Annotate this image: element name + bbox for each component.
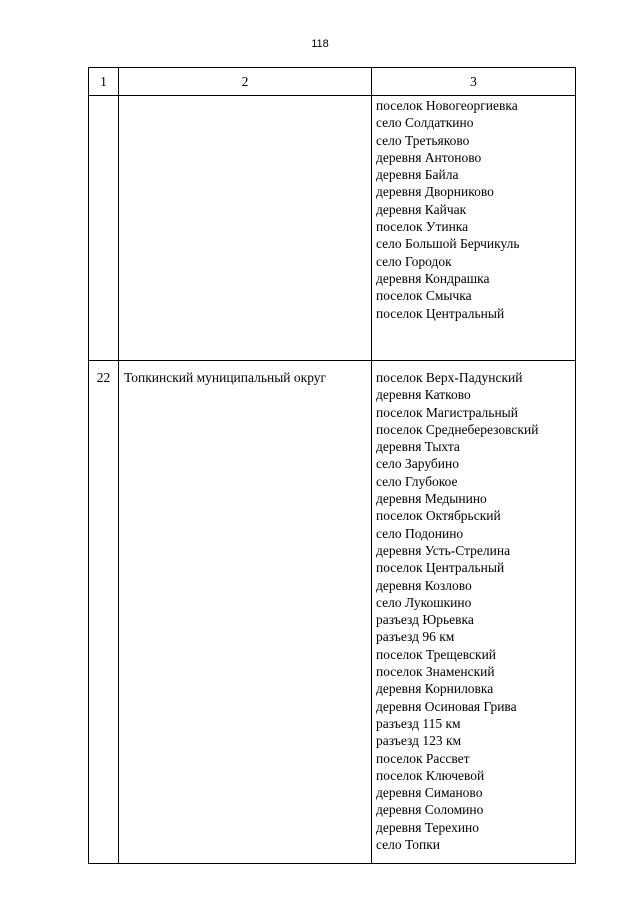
settlement-entry: село Городок	[376, 253, 452, 269]
settlement-entry: деревня Байла	[376, 167, 459, 183]
settlement-entry: село Глубокое	[376, 473, 458, 489]
settlement-entry: деревня Кондрашка	[376, 270, 490, 286]
settlement-entry: разъезд 96 км	[376, 629, 455, 645]
settlement-entry: деревня Усть-Стрелина	[376, 542, 511, 558]
district-name: Топкинский муниципальный округ	[119, 361, 372, 864]
settlement-entry: село Третьяково	[376, 132, 470, 148]
settlement-entry: поселок Центральный	[376, 560, 505, 576]
column-header-1: 1	[89, 68, 119, 96]
table-header-row	[89, 68, 576, 96]
settlement-entry: поселок Трещевский	[376, 646, 497, 662]
settlement-entry: поселок Утинка	[376, 219, 469, 235]
settlements-list	[372, 361, 576, 864]
settlement-entry: поселок Ключевой	[376, 767, 485, 783]
settlement-entry: поселок Среднеберезовский	[376, 421, 539, 437]
settlement-entry: поселок Центральный	[376, 305, 505, 321]
table-row	[89, 96, 576, 361]
settlement-entry: поселок Рассвет	[376, 750, 470, 766]
settlement-entry: деревня Терехино	[376, 819, 480, 835]
column-header-3: 3	[372, 68, 576, 96]
settlements-table	[88, 67, 576, 864]
settlement-entry: деревня Дворниково	[376, 184, 494, 200]
settlement-entry: поселок Смычка	[376, 288, 472, 304]
settlement-entry: деревня Осиновая Грива	[376, 698, 517, 714]
settlement-entry: разъезд 115 км	[376, 715, 461, 731]
settlement-entry: село Зарубино	[376, 456, 459, 472]
settlement-entry: село Подонино	[376, 525, 464, 541]
settlement-entry: село Лукошкино	[376, 594, 472, 610]
settlement-entry: село Большой Берчикуль	[376, 236, 520, 252]
settlement-entry: деревня Медынино	[376, 491, 487, 507]
settlement-entry: поселок Октябрьский	[376, 508, 501, 524]
settlement-entry: поселок Знаменский	[376, 664, 495, 680]
column-header-2: 2	[119, 68, 372, 96]
settlement-entry: деревня Катково	[376, 387, 471, 403]
settlement-entry: деревня Кайчак	[376, 201, 467, 217]
settlement-entry: деревня Антоново	[376, 149, 482, 165]
settlement-entry: деревня Козлово	[376, 577, 472, 593]
row-number: 22	[89, 361, 119, 864]
settlement-entry: село Солдаткино	[376, 115, 474, 131]
settlement-entry: поселок Верх-Падунский	[376, 370, 523, 385]
settlement-entry: деревня Тыхта	[376, 439, 460, 455]
page-number: 118	[311, 38, 329, 50]
row-number	[89, 96, 119, 361]
settlement-entry: деревня Симаново	[376, 785, 483, 801]
table-row	[89, 361, 576, 864]
settlement-entry: поселок Новогеоргиевка	[376, 98, 518, 113]
district-name	[119, 96, 372, 361]
settlement-entry: поселок Магистральный	[376, 404, 518, 420]
settlement-entry: село Топки	[376, 837, 440, 853]
settlement-entry: деревня Корниловка	[376, 681, 494, 697]
settlement-entry: разъезд 123 км	[376, 733, 462, 749]
settlement-entry: разъезд Юрьевка	[376, 612, 474, 628]
settlement-entry: деревня Соломино	[376, 802, 484, 818]
settlements-list	[372, 96, 576, 361]
